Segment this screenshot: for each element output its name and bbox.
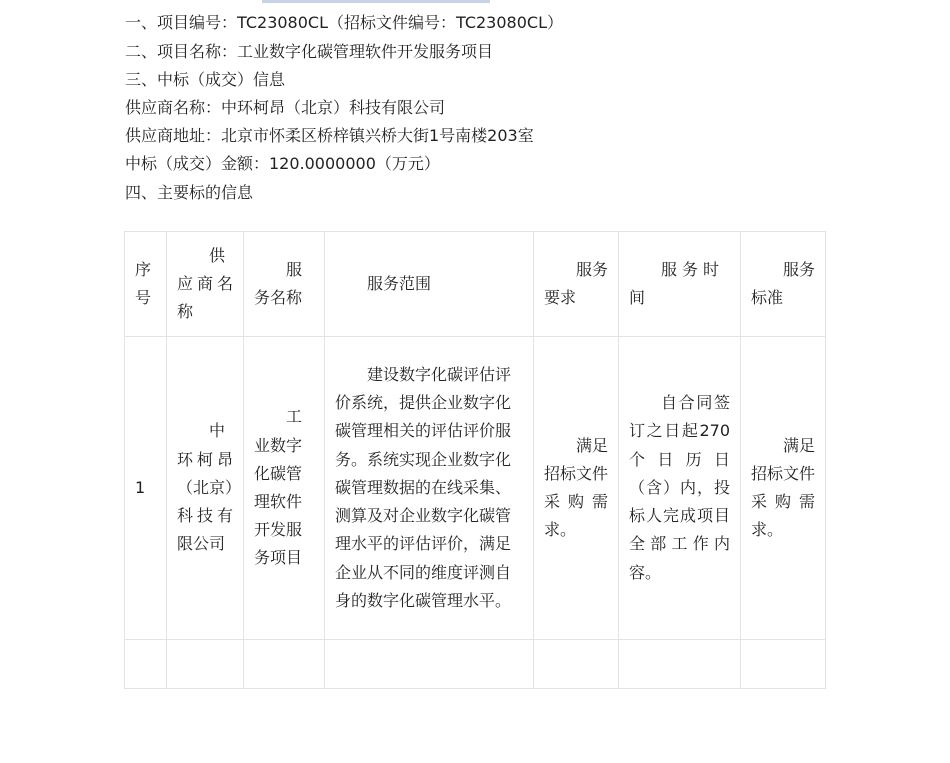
project-name-line: 二、项目名称：工业数字化碳管理软件开发服务项目 [125, 42, 494, 61]
supplier-address-line: 供应商地址：北京市怀柔区桥梓镇兴桥大街1号南楼203室 [125, 126, 534, 145]
header-service-scope: 服务范围 [325, 232, 534, 337]
empty-cell [741, 640, 826, 689]
empty-cell [325, 640, 534, 689]
header-service-standard: 服务标准 [741, 232, 826, 337]
row-service-time: 自合同签订之日起270个日历日（含）内，投标人完成项目全部工作内容。 [619, 337, 741, 640]
award-info-heading: 三、中标（成交）信息 [125, 70, 286, 89]
row-service-standard: 满足招标文件采购需求。 [741, 337, 826, 640]
header-service-requirement: 服务要求 [534, 232, 619, 337]
supplier-name-line: 供应商名称：中环柯昂（北京）科技有限公司 [125, 98, 446, 117]
project-number-line: 一、项目编号：TC23080CL（招标文件编号：TC23080CL） [125, 13, 563, 32]
table-header-row [125, 232, 826, 337]
empty-cell [534, 640, 619, 689]
row-service-scope: 建设数字化碳评估评价系统，提供企业数字化碳管理相关的评估评价服务。系统实现企业数字化碳管理数据的在线采集、测算及对企业数字化碳管理水平的评估评价，满足企业从不同的维度评测自身的数字化碳管理水平。 [325, 337, 534, 640]
empty-cell [167, 640, 244, 689]
row-service-name: 工业数字化碳管理软件开发服务项目 [244, 337, 325, 640]
main-items-heading: 四、主要标的信息 [125, 183, 254, 202]
row-service-requirement: 满足招标文件采购需求。 [534, 337, 619, 640]
row-seq: 1 [125, 337, 167, 640]
table-empty-row [125, 640, 826, 689]
header-supplier-name: 供应商名称 [167, 232, 244, 337]
empty-cell [125, 640, 167, 689]
award-amount-line: 中标（成交）金额：120.0000000（万元） [125, 154, 440, 173]
empty-cell [619, 640, 741, 689]
header-service-name: 服务名称 [244, 232, 325, 337]
header-service-time: 服务时间 [619, 232, 741, 337]
main-items-table [124, 231, 826, 689]
top-divider [262, 0, 490, 3]
empty-cell [244, 640, 325, 689]
table-row [125, 337, 826, 640]
header-seq: 序号 [125, 232, 167, 337]
row-supplier-name: 中环柯昂（北京）科技有限公司 [167, 337, 244, 640]
